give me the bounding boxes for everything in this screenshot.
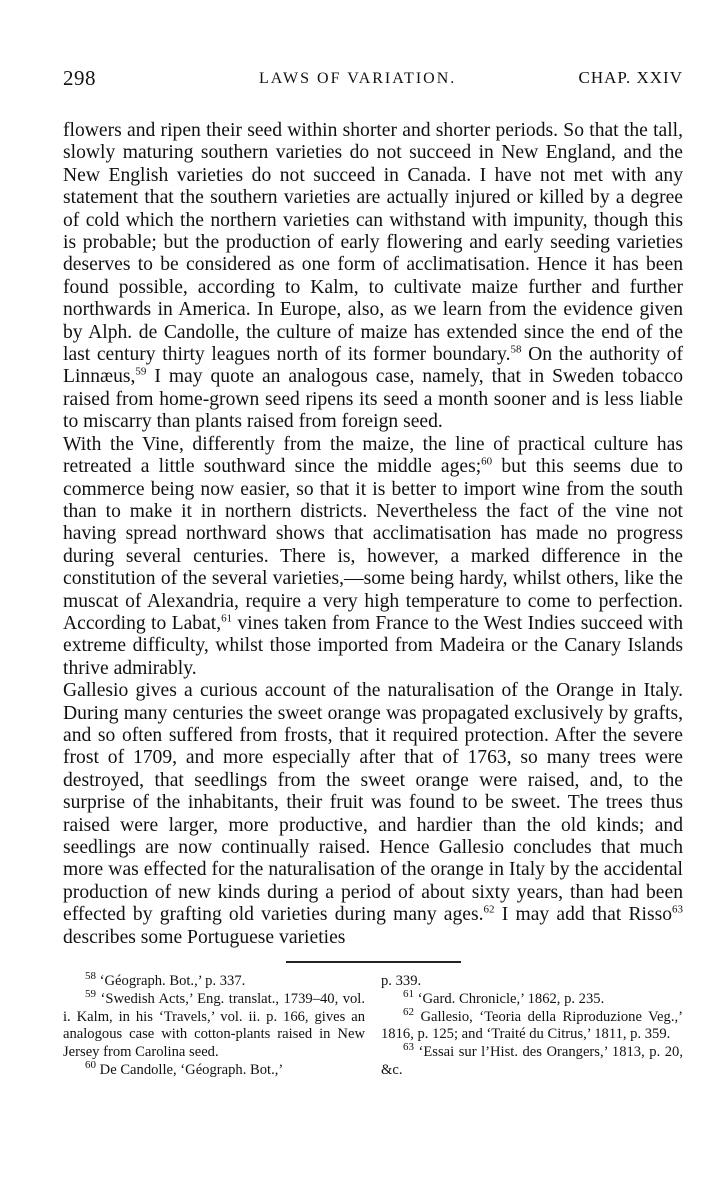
footnote-reference: 62 bbox=[483, 903, 495, 916]
footnote-text: ‘Gard. Chronicle,’ 1862, p. 235. bbox=[414, 990, 605, 1007]
footnote-number: 58 bbox=[85, 970, 96, 983]
paragraph bbox=[63, 680, 683, 949]
text-segment: Gallesio gives a curious account of the naturalisation of the Orange in Italy. During many centuries the sweet orange was propagated exclusively by grafts, and so often suffered from frosts, that it required protection. After the severe frost of 1709, and more especially after that of 1763, so many trees were destroyed, that seedlings from the sweet orange were raised, and, to the surprise of the inhabitants, their fruit was found to be sweet. The trees thus raised were larger, more productive, and hardier than the old kinds; and seedlings are now continually raised. Hence Gallesio concludes that much more was effected for the naturalisation of the orange in Italy by the accidental production of new kinds during a period of about sixty years, than had been effected by grafting old varieties during many ages. bbox=[63, 680, 683, 926]
footnotes-left-column bbox=[63, 970, 365, 1080]
footnotes bbox=[63, 970, 683, 1080]
footnote-reference: 58 bbox=[510, 343, 522, 356]
text-segment: With the Vine, differently from the maize, the line of practical culture has retreated a little southward since the middle ages; bbox=[63, 433, 683, 478]
page-header bbox=[63, 66, 683, 100]
footnote-reference: 63 bbox=[672, 903, 684, 916]
paragraph bbox=[63, 120, 683, 434]
footnote-text: ‘Swedish Acts,’ Eng. translat., 1739–40, vol. i. Kalm, in his ‘Travels,’ vol. ii. p. 166, gives an analogous case with cotton-plants raised in New Jersey from Carolina seed. bbox=[63, 990, 365, 1061]
text-segment: flowers and ripen their seed within shorter and shorter periods. So that the tall, slowly maturing southern varieties do not succeed in New England, and the New English varieties do not succeed in Canada. I have not met with any statement that the southern varieties are actually injured or killed by a degree of cold which the northern varieties can withstand with impunity, though this is probable; but the production of early flowering and early seeding varieties deserves to be considered as one form of acclimatisation. Hence it has been found possible, according to Kalm, to cultivate maize further and further northwards in America. In Europe, also, as we learn from the evidence given by Alph. de Candolle, the culture of maize has extended since the end of the last century thirty leagues north of its former boundary. bbox=[63, 120, 683, 366]
footnote bbox=[381, 1041, 683, 1080]
footnote-text: Gallesio, ‘Teoria della Riproduzione Veg.,’ 1816, p. 125; and ‘Traité du Citrus,’ 1811, p. 359. bbox=[381, 1008, 683, 1043]
text-segment: describes some Portuguese varieties bbox=[63, 926, 346, 948]
footnote-number: 62 bbox=[403, 1005, 414, 1018]
text-segment: but this seems due to commerce being now easier, so that it is better to import wine from the south than to make it in northern districts. Nevertheless the fact of the vine not having spread northward shows that acclimatisation has made no progress during several centuries. There is, however, a marked difference in the constitution of the several varieties,—some being hardy, whilst others, like the muscat of Alexandria, require a very high temperature to come to perfection. According to Labat, bbox=[63, 456, 683, 634]
footnote bbox=[63, 1059, 365, 1080]
main-text bbox=[63, 120, 683, 949]
footnote-divider bbox=[286, 961, 461, 963]
footnote-number: 61 bbox=[403, 987, 414, 1000]
footnote-number: 63 bbox=[403, 1041, 414, 1054]
text-segment: I may add that Risso bbox=[494, 904, 673, 926]
footnote-text: ‘Essai sur l’Hist. des Orangers,’ 1813, p. 20, &c. bbox=[381, 1044, 683, 1079]
text-segment: I may quote an analogous case, namely, that in Sweden tobacco raised from home-grown seed ripens its seed a month sooner and is less liable to miscarry than plants raised from foreign seed. bbox=[63, 366, 683, 433]
footnote-reference: 61 bbox=[221, 612, 233, 625]
footnote-number: 59 bbox=[85, 987, 96, 1000]
book-page bbox=[63, 66, 683, 1080]
footnote bbox=[63, 987, 365, 1062]
footnote-reference: 60 bbox=[481, 455, 493, 468]
running-title: LAWS OF VARIATION. bbox=[259, 70, 457, 87]
footnotes-right-column bbox=[381, 973, 683, 1080]
chapter-heading: CHAP. XXIV bbox=[578, 68, 683, 87]
footnote-reference: 59 bbox=[135, 365, 147, 378]
text-segment: On the authority of Linnæus, bbox=[63, 344, 683, 388]
footnote-text: ‘Géograph. Bot.,’ p. 337. bbox=[96, 973, 246, 990]
page-number: 298 bbox=[63, 66, 96, 90]
text-segment: vines taken from France to the West Indies succeed with extreme difficulty, whilst those imported from Madeira or the Canary Islands thrive admirably. bbox=[63, 612, 683, 679]
footnote bbox=[381, 973, 683, 991]
footnote bbox=[381, 987, 683, 1009]
footnote-number: 60 bbox=[85, 1059, 96, 1072]
paragraph bbox=[63, 434, 683, 680]
footnote bbox=[63, 970, 365, 991]
footnote bbox=[381, 1005, 683, 1045]
footnote-text: p. 339. bbox=[381, 973, 422, 990]
footnote-text: De Candolle, ‘Géograph. Bot.,’ bbox=[96, 1062, 284, 1079]
